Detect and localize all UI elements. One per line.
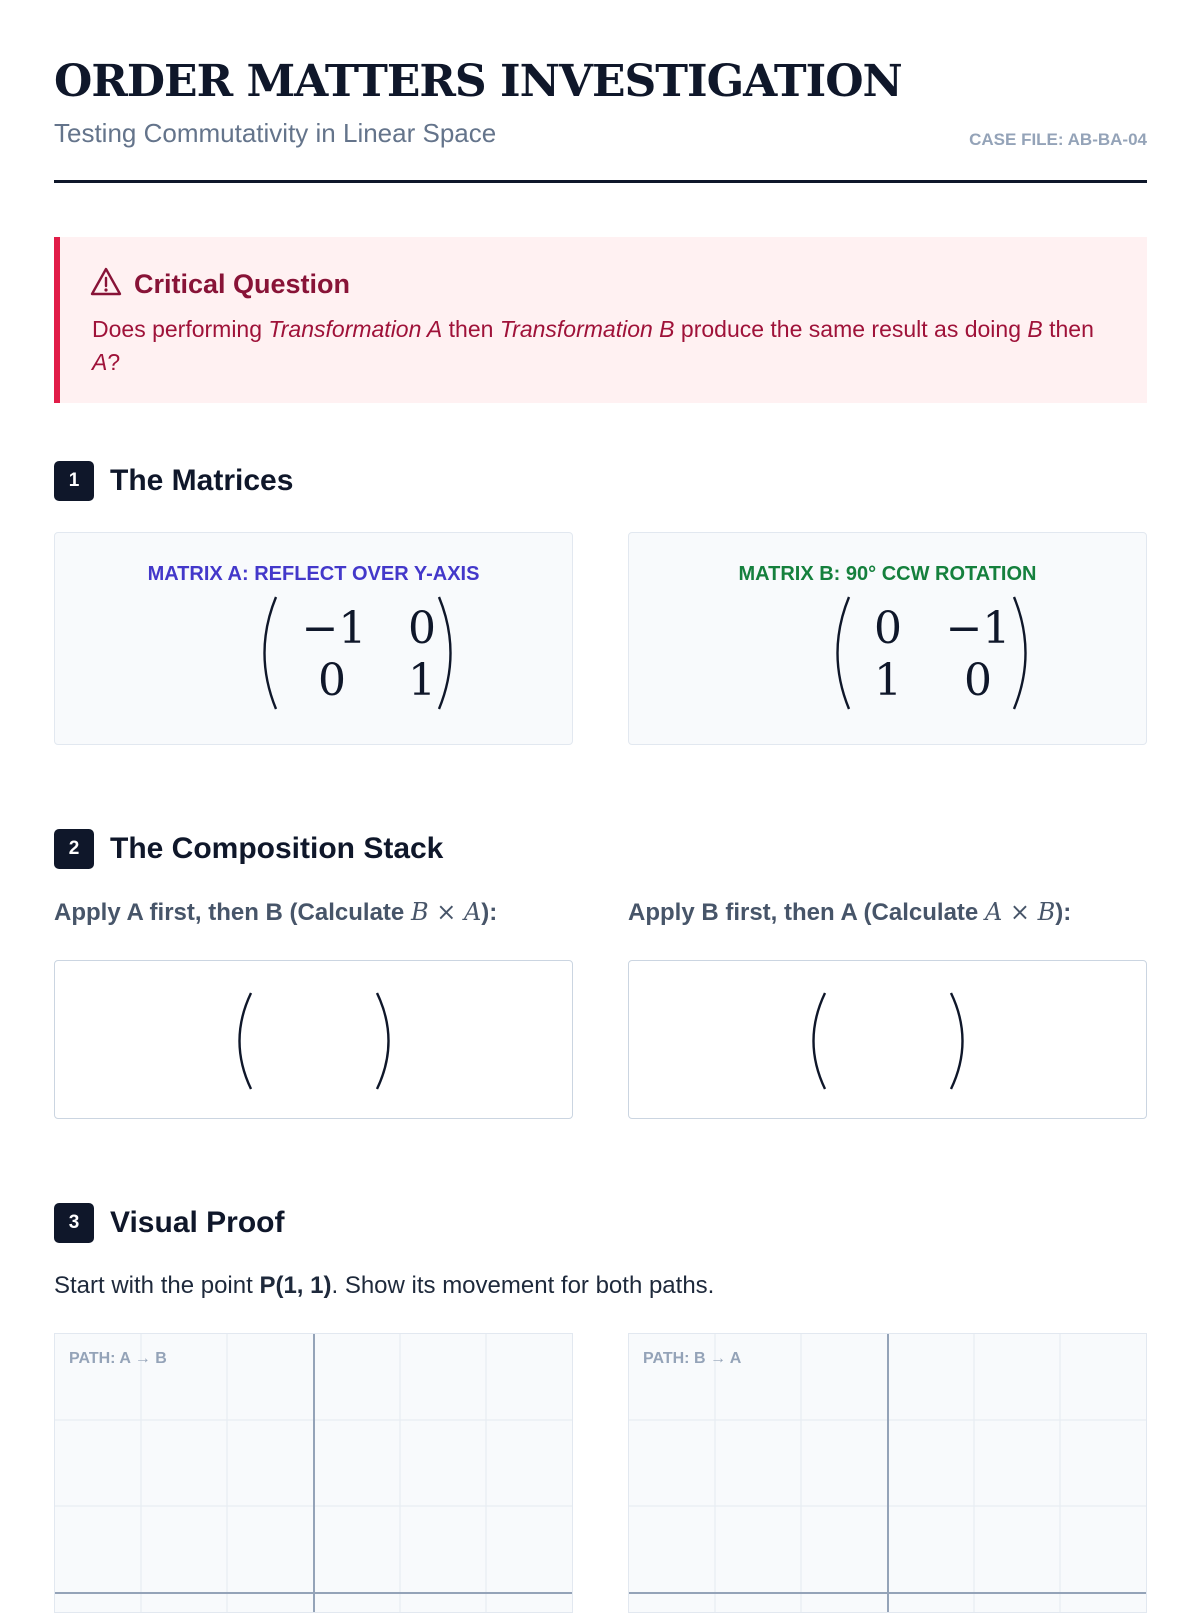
label-text: Apply B first, then A (Calculate: [628, 899, 985, 926]
matrix-entry: 0: [874, 603, 902, 654]
matrix-entry: −1: [301, 603, 367, 654]
label-math: B × A: [410, 898, 482, 926]
right-paren: [951, 993, 963, 1089]
coordinate-grid-a-then-b[interactable]: [54, 1333, 573, 1613]
header-divider: [54, 180, 1147, 183]
proof-instructions: [54, 1272, 714, 1300]
grid-label: PATH: B → A: [643, 1350, 742, 1367]
alert-emphasis: Transformation A: [268, 316, 443, 342]
matrix-a-card: [54, 532, 573, 745]
answer-box-ab[interactable]: [628, 960, 1147, 1119]
intro-text: Start with the point: [54, 1272, 260, 1299]
alert-emphasis: A: [92, 349, 108, 375]
matrix-b-card: [628, 532, 1147, 745]
empty-matrix-brackets: [629, 961, 1148, 1120]
alert-emphasis: B: [1027, 316, 1043, 342]
grid-label: PATH: A → B: [69, 1350, 167, 1367]
left-paren: [265, 597, 277, 709]
matrix-b-label: MATRIX B: 90° CCW ROTATION: [738, 563, 1037, 585]
section-title: Visual Proof: [110, 1206, 285, 1239]
page-title: ORDER MATTERS INVESTIGATION: [54, 56, 902, 107]
label-text: ):: [481, 899, 498, 926]
label-text: ):: [1055, 899, 1072, 926]
section-number-badge: 1: [54, 461, 94, 501]
section-header-matrices: [54, 461, 293, 501]
grid-lines: [55, 1334, 573, 1613]
composition-label-a-then-b: [54, 898, 497, 927]
alert-text: ?: [107, 349, 121, 375]
intro-text: . Show its movement for both paths.: [331, 1272, 715, 1299]
matrix-entry: −1: [945, 603, 1011, 654]
section-title: The Matrices: [110, 464, 294, 497]
alert-text: produce the same result as doing: [674, 316, 1028, 342]
matrix-entry: 1: [874, 655, 902, 706]
section-title: The Composition Stack: [110, 832, 444, 865]
alert-text: Does performing: [92, 316, 269, 342]
critical-question-alert: [54, 237, 1147, 403]
coordinate-grid-b-then-a[interactable]: [628, 1333, 1147, 1613]
left-paren: [838, 597, 850, 709]
section-number-badge: 2: [54, 829, 94, 869]
grid-lines: [629, 1334, 1147, 1613]
case-file-id: CASE FILE: AB-BA-04: [969, 130, 1147, 149]
matrix-a-label: MATRIX A: REFLECT OVER Y-AXIS: [147, 563, 480, 585]
alert-header: [90, 267, 350, 302]
composition-label-b-then-a: [628, 898, 1071, 927]
warning-triangle-icon: [90, 267, 122, 302]
left-paren: [240, 993, 252, 1089]
alert-text: then: [442, 316, 500, 342]
matrix-b-display: [629, 591, 1148, 731]
alert-title: Critical Question: [134, 269, 351, 299]
matrix-entry: 0: [408, 603, 436, 654]
section-number-badge: 3: [54, 1203, 94, 1243]
alert-text: then: [1042, 316, 1094, 342]
alert-emphasis: Transformation B: [499, 316, 675, 342]
section-header-visual-proof: [54, 1203, 285, 1243]
right-paren: [439, 597, 451, 709]
label-text: Apply A first, then B (Calculate: [54, 899, 411, 926]
matrix-entry: 1: [408, 655, 436, 706]
start-point: P(1, 1): [259, 1272, 332, 1299]
section-header-composition: [54, 829, 443, 869]
alert-body: [92, 313, 1123, 379]
label-math: A × B: [984, 898, 1056, 926]
matrix-a-display: [55, 591, 574, 731]
matrix-entry: 0: [318, 655, 346, 706]
left-paren: [814, 993, 826, 1089]
matrix-entry: 0: [964, 655, 992, 706]
empty-matrix-brackets: [55, 961, 574, 1120]
right-paren: [377, 993, 389, 1089]
answer-box-ba[interactable]: [54, 960, 573, 1119]
right-paren: [1014, 597, 1026, 709]
page-subtitle: Testing Commutativity in Linear Space: [54, 118, 497, 148]
